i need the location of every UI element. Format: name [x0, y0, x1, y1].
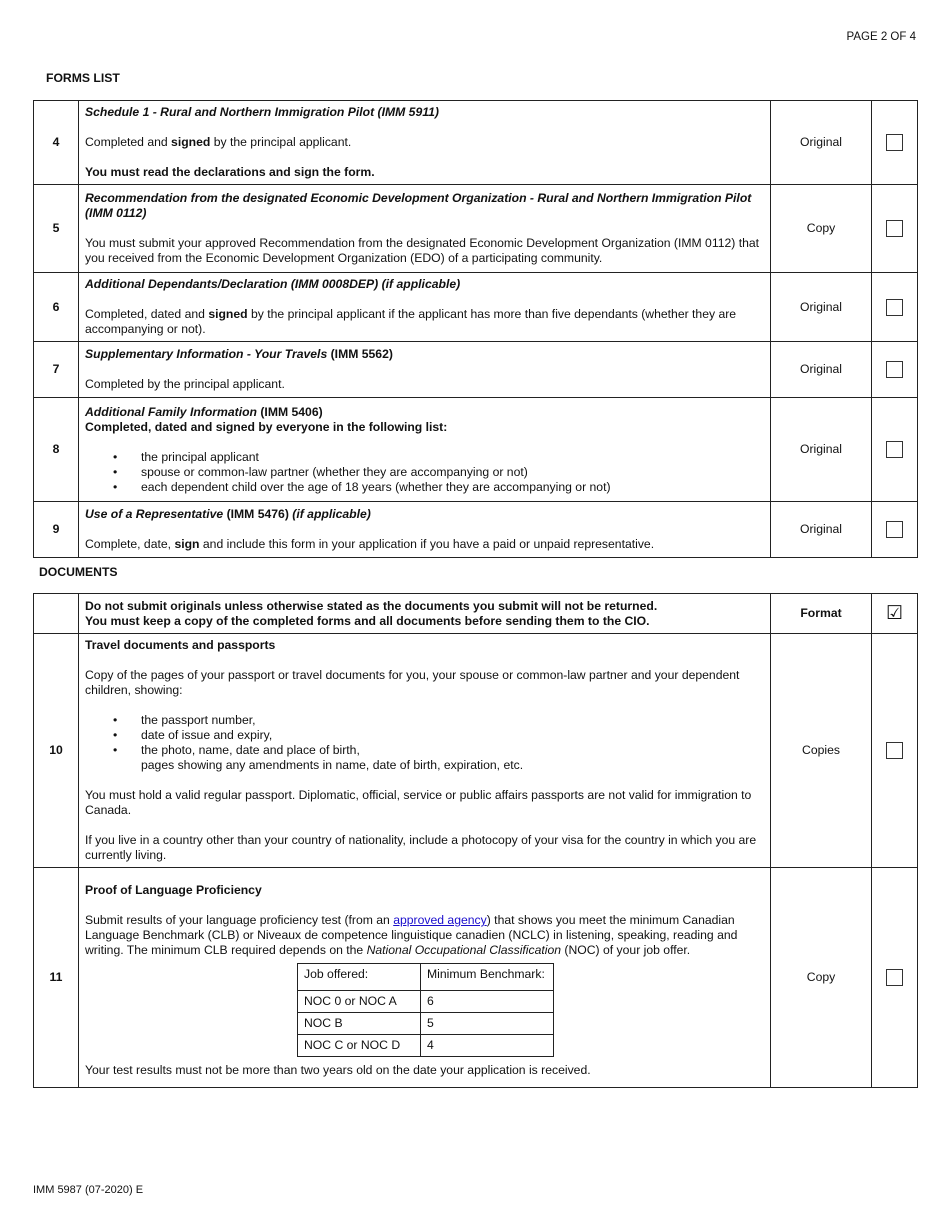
bench-cell: 5 [421, 1013, 554, 1035]
checked-box-icon: ☑ [885, 603, 904, 624]
item-title: Proof of Language Proficiency [85, 883, 262, 897]
table-header-row [34, 594, 918, 634]
item-title: Supplementary Information - Your Travels [85, 347, 328, 361]
item-description: Proof of Language Proficiency Submit results of your language proficiency test (from an approved agency) that shows you meet the minimum Canadian Language Benchmark (CLB) or Niveaux de competence linguistique canadien (NCLC) in listening, speaking, reading and writing. The minimum CLB required depends on the National Occupational Classification (NOC) of your job offer. Job offered: Minimum Benchmark: NOC 0 or NOC A 6 NOC B 5 NOC C or NOC D 4 Your test results must not be more than two years old on the date your application is received. [79, 868, 771, 1088]
format-header: Format [800, 606, 842, 620]
forms-list-title: FORMS LIST [46, 71, 120, 85]
benchmark-table [297, 963, 554, 1057]
documents-notice: Do not submit originals unless otherwise stated as the documents you submit will not be returned. You must keep a copy of the completed forms and all documents before sending them to the CIO. [79, 594, 771, 634]
bench-cell: NOC 0 or NOC A [298, 991, 421, 1013]
item-checkbox[interactable] [886, 220, 903, 237]
item-description: Recommendation from the designated Economic Development Organization - Rural and Northern Immigration Pilot (IMM 0112) You must submit your approved Recommendation from the designated Economic Development Organization (IMM 0112) that you received from the Economic Development Organization (EDO) of a participating community. [79, 185, 771, 273]
list-item: • spouse or common-law partner (whether they are accompanying or not) [141, 465, 764, 480]
table-row [34, 185, 918, 273]
table-row [34, 101, 918, 185]
bench-header: Job offered: [298, 964, 421, 991]
item-number: 8 [34, 398, 79, 502]
list-item: • the passport number, [141, 713, 764, 728]
item-number: 7 [34, 342, 79, 398]
table-row [34, 398, 918, 502]
documents-table [33, 593, 918, 1088]
form-footer: IMM 5987 (07-2020) E [33, 1184, 144, 1196]
item-format: Original [771, 101, 872, 185]
item-description: Schedule 1 - Rural and Northern Immigration Pilot (IMM 5911) Completed and signed by the principal applicant. You must read the declarations and sign the form. [79, 101, 771, 185]
item-number: 4 [34, 101, 79, 185]
list-item: • date of issue and expiry, [141, 728, 764, 743]
item-title: Recommendation from the designated Economic Development Organization - Rural and Northern Immigration Pilot (IMM 0112) [85, 191, 752, 220]
list-item: pages showing any amendments in name, date of birth, expiration, etc. [141, 758, 524, 772]
page-number: PAGE 2 OF 4 [846, 31, 916, 43]
item-description: Supplementary Information - Your Travels (IMM 5562) Completed by the principal applicant. [79, 342, 771, 398]
item-title: Additional Family Information [85, 404, 257, 419]
approved-agency-link[interactable]: approved agency [393, 913, 487, 927]
table-row [34, 868, 918, 1088]
item-checkbox[interactable] [886, 134, 903, 151]
item-title: Schedule 1 - Rural and Northern Immigration Pilot (IMM 5911) [85, 105, 439, 119]
bench-cell: NOC B [298, 1013, 421, 1035]
bench-header: Minimum Benchmark: [421, 964, 554, 991]
item-description: Additional Dependants/Declaration (IMM 0008DEP) (if applicable) Completed, dated and signed by the principal applicant if the applicant has more than five dependants (whether they are accompanying or not). [79, 273, 771, 342]
item-checkbox[interactable] [886, 299, 903, 316]
forms-table [33, 100, 918, 558]
list-item: • each dependent child over the age of 18 years (whether they are accompanying or not) [141, 480, 764, 495]
item-checkbox[interactable] [886, 969, 903, 986]
item-title: Travel documents and passports [85, 638, 276, 652]
item-format: Original [771, 273, 872, 342]
item-format: Copy [771, 868, 872, 1088]
item-format: Original [771, 502, 872, 558]
item-title: Additional Dependants/Declaration (IMM 0008DEP) (if applicable) [85, 277, 461, 291]
item-number: 9 [34, 502, 79, 558]
item-description: Use of a Representative (IMM 5476) (if applicable) Complete, date, sign and include this form in your application if you have a paid or unpaid representative. [79, 502, 771, 558]
item-description: Travel documents and passports Copy of the pages of your passport or travel documents for you, your spouse or common-law partner and your dependent children, showing: • the passport number, • date of issue and expiry, • the photo, name, date and place of birth, pages showing any amendments in name, date of birth, expiration, etc. You must hold a valid regular passport. Diplomatic, official, service or public affairs passports are not valid for immigration to Canada. If you live in a country other than your country of nationality, include a photocopy of your visa for the country in which you are currently living. [79, 634, 771, 868]
item-number: 6 [34, 273, 79, 342]
table-row [34, 273, 918, 342]
item-description: Additional Family Information (IMM 5406) Completed, dated and signed by everyone in the following list: • the principal applicant • spouse or common-law partner (whether they are accompanying or not) • each dependent child over the age of 18 years (whether they are accompanying or not) [79, 398, 771, 502]
table-row [34, 502, 918, 558]
item-format: Original [771, 342, 872, 398]
bench-cell: 6 [421, 991, 554, 1013]
item-checkbox[interactable] [886, 742, 903, 759]
table-row [34, 634, 918, 868]
bullet-list [85, 450, 764, 495]
list-item: • the photo, name, date and place of birth, [141, 743, 764, 758]
item-format: Copies [771, 634, 872, 868]
item-checkbox[interactable] [886, 441, 903, 458]
item-format: Copy [771, 185, 872, 273]
list-item: • the principal applicant [141, 450, 764, 465]
bench-cell: NOC C or NOC D [298, 1035, 421, 1057]
table-row [34, 342, 918, 398]
item-number: 10 [34, 634, 79, 868]
item-number: 11 [34, 868, 79, 1088]
item-number: 5 [34, 185, 79, 273]
item-format: Original [771, 398, 872, 502]
item-checkbox[interactable] [886, 521, 903, 538]
documents-title: DOCUMENTS [39, 565, 118, 579]
item-checkbox[interactable] [886, 361, 903, 378]
bench-cell: 4 [421, 1035, 554, 1057]
item-title: Use of a Representative [85, 507, 224, 521]
bullet-list [85, 713, 764, 773]
